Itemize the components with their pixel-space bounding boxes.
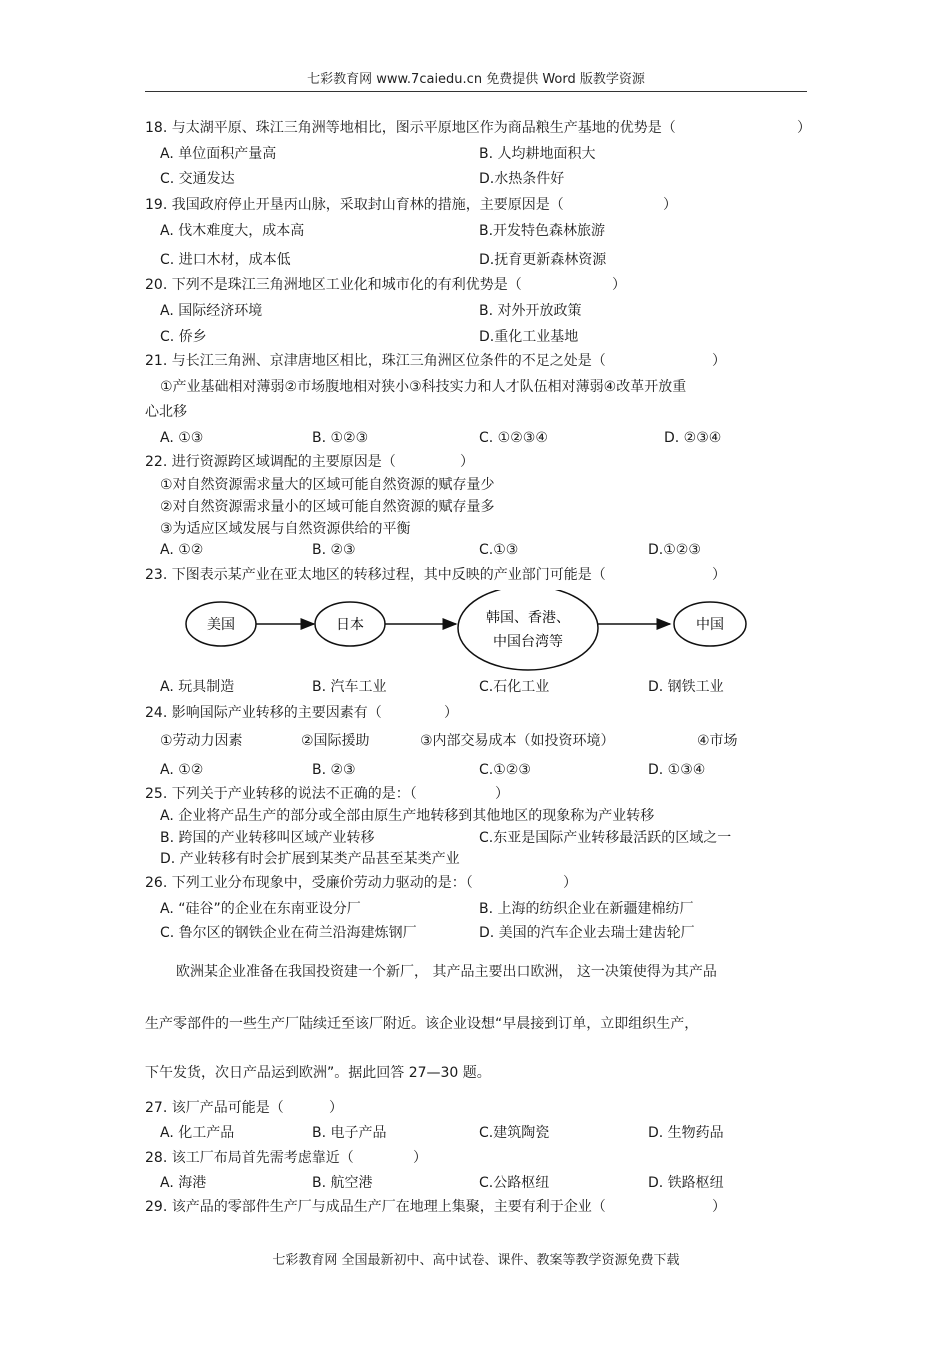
- q23-option-c: C.石化工业: [479, 679, 550, 695]
- q21-paren: ）: [712, 353, 726, 369]
- q24-factor-2: ②国际援助: [301, 733, 370, 749]
- q28-paren: ）: [413, 1150, 427, 1166]
- q25-option-c: C.东亚是国际产业转移最活跃的区域之一: [479, 830, 732, 846]
- q20-stem: 20. 下列不是珠江三角洲地区工业化和城市化的有利优势是（: [145, 277, 522, 293]
- q24-paren: ）: [444, 705, 458, 721]
- node-china-label: 中国: [696, 617, 724, 633]
- q19-option-a: A. 伐木难度大，成本高: [160, 223, 305, 239]
- q18-option-a: A. 单位面积产量高: [160, 146, 277, 162]
- q27-option-d: D. 生物药品: [648, 1125, 724, 1141]
- q22-statement-2: ②对自然资源需求量小的区域可能自然资源的赋存量多: [160, 499, 495, 515]
- q19-stem: 19. 我国政府停止开垦丙山脉，采取封山育林的措施，主要原因是（: [145, 197, 564, 213]
- q27-option-c: C.建筑陶瓷: [479, 1125, 550, 1141]
- passage-line-2: 生产零部件的一些生产厂陆续迁至该厂附近。该企业设想“早晨接到订单，立即组织生产，: [145, 1016, 699, 1032]
- q23-option-b: B. 汽车工业: [312, 679, 387, 695]
- q20-paren: ）: [612, 277, 626, 293]
- q20-option-c: C. 侨乡: [160, 329, 207, 345]
- q26-stem: 26. 下列工业分布现象中，受廉价劳动力驱动的是：（: [145, 875, 473, 891]
- q26-option-b: B. 上海的纺织企业在新疆建棉纺厂: [479, 901, 694, 917]
- q26-option-d: D. 美国的汽车企业去瑞士建齿轮厂: [479, 925, 695, 941]
- q24-option-c: C.①②③: [479, 762, 531, 778]
- q28-option-a: A. 海港: [160, 1175, 207, 1191]
- node-korea-hk-taiwan: [458, 590, 598, 670]
- q26-paren: ）: [563, 875, 577, 891]
- q19-paren: ）: [663, 197, 677, 213]
- q18-option-c: C. 交通发达: [160, 171, 235, 187]
- q19-option-d: D.抚育更新森林资源: [479, 252, 607, 268]
- q22-statement-1: ①对自然资源需求量大的区域可能自然资源的赋存量少: [160, 477, 495, 493]
- q25-option-b: B. 跨国的产业转移叫区域产业转移: [160, 830, 375, 846]
- node-japan-label: 日本: [336, 617, 364, 633]
- q28-option-d: D. 铁路枢纽: [648, 1175, 724, 1191]
- page-footer: 七彩教育网 全国最新初中、高中试卷、课件、教案等教学资源免费下载: [272, 1253, 680, 1268]
- page-header: 七彩教育网 www.7caiedu.cn 免费提供 Word 版教学资源: [307, 72, 645, 87]
- q21-statement-line1: ①产业基础相对薄弱②市场腹地相对狭小③科技实力和人才队伍相对薄弱④改革开放重: [160, 379, 687, 395]
- q25-stem: 25. 下列关于产业转移的说法不正确的是：（: [145, 786, 417, 802]
- q18-option-d: D.水热条件好: [479, 171, 565, 187]
- q28-option-b: B. 航空港: [312, 1175, 373, 1191]
- q23-stem: 23. 下图表示某产业在亚太地区的转移过程，其中反映的产业部门可能是（: [145, 567, 606, 583]
- q18-stem: 18. 与太湖平原、珠江三角洲等地相比，图示平原地区作为商品粮生产基地的优势是（: [145, 120, 676, 136]
- q21-option-c: C. ①②③④: [479, 430, 548, 446]
- q22-option-c: C.①③: [479, 542, 519, 558]
- q23-paren: ）: [712, 567, 726, 583]
- header-divider: [145, 91, 807, 92]
- q25-option-d: D. 产业转移有时会扩展到某类产品甚至某类产业: [160, 851, 460, 867]
- q28-stem: 28. 该工厂布局首先需考虑靠近（: [145, 1150, 354, 1166]
- q24-option-b: B. ②③: [312, 762, 356, 778]
- q27-option-a: A. 化工产品: [160, 1125, 235, 1141]
- q24-option-d: D. ①③④: [648, 762, 706, 778]
- q20-option-b: B. 对外开放政策: [479, 303, 582, 319]
- q20-option-d: D.重化工业基地: [479, 329, 579, 345]
- q21-option-a: A. ①③: [160, 430, 204, 446]
- q26-option-c: C. 鲁尔区的钢铁企业在荷兰沿海建炼钢厂: [160, 925, 417, 941]
- q24-stem: 24. 影响国际产业转移的主要因素有（: [145, 705, 382, 721]
- node-korea-hk-label: 韩国、香港、: [486, 610, 570, 626]
- q21-stem: 21. 与长江三角洲、京津唐地区相比，珠江三角洲区位条件的不足之处是（: [145, 353, 606, 369]
- q24-option-a: A. ①②: [160, 762, 204, 778]
- passage-line-1: 欧洲某企业准备在我国投资建一个新厂， 其产品主要出口欧洲， 这一决策使得为其产品: [176, 964, 717, 980]
- q27-stem: 27. 该厂产品可能是（: [145, 1100, 284, 1116]
- q29-paren: ）: [712, 1199, 726, 1215]
- q28-option-c: C.公路枢纽: [479, 1175, 550, 1191]
- q23-option-d: D. 钢铁工业: [648, 679, 724, 695]
- q23-option-a: A. 玩具制造: [160, 679, 235, 695]
- node-usa-label: 美国: [207, 617, 235, 633]
- q24-factor-4: ④市场: [697, 733, 738, 749]
- q22-option-d: D.①②③: [648, 542, 701, 558]
- q25-option-a: A. 企业将产品生产的部分或全部由原生产地转移到其他地区的现象称为产业转移: [160, 808, 655, 824]
- q22-option-a: A. ①②: [160, 542, 204, 558]
- q27-option-b: B. 电子产品: [312, 1125, 387, 1141]
- q21-option-b: B. ①②③: [312, 430, 369, 446]
- q24-factor-3: ③内部交易成本（如投资环境）: [420, 733, 615, 749]
- q19-option-c: C. 进口木材，成本低: [160, 252, 291, 268]
- passage-line-3: 下午发货，次日产品运到欧洲”。据此回答 27—30 题。: [145, 1065, 491, 1081]
- q29-stem: 29. 该产品的零部件生产厂与成品生产厂在地理上集聚，主要有利于企业（: [145, 1199, 606, 1215]
- q22-statement-3: ③为适应区域发展与自然资源供给的平衡: [160, 521, 411, 537]
- q21-statement-line2: 心北移: [145, 404, 187, 420]
- q22-stem: 22. 进行资源跨区域调配的主要原因是（: [145, 454, 396, 470]
- q18-option-b: B. 人均耕地面积大: [479, 146, 596, 162]
- q18-paren: ）: [797, 120, 811, 136]
- q27-paren: ）: [329, 1100, 343, 1116]
- q25-paren: ）: [495, 786, 509, 802]
- q22-paren: ）: [460, 454, 474, 470]
- industry-transfer-flow-diagram: [180, 590, 750, 676]
- node-taiwan-label: 中国台湾等: [493, 634, 563, 650]
- q19-option-b: B.开发特色森林旅游: [479, 223, 606, 239]
- q24-factor-1: ①劳动力因素: [160, 733, 243, 749]
- q22-option-b: B. ②③: [312, 542, 356, 558]
- q20-option-a: A. 国际经济环境: [160, 303, 263, 319]
- q21-option-d: D. ②③④: [664, 430, 722, 446]
- q26-option-a: A. “硅谷”的企业在东南亚设分厂: [160, 901, 361, 917]
